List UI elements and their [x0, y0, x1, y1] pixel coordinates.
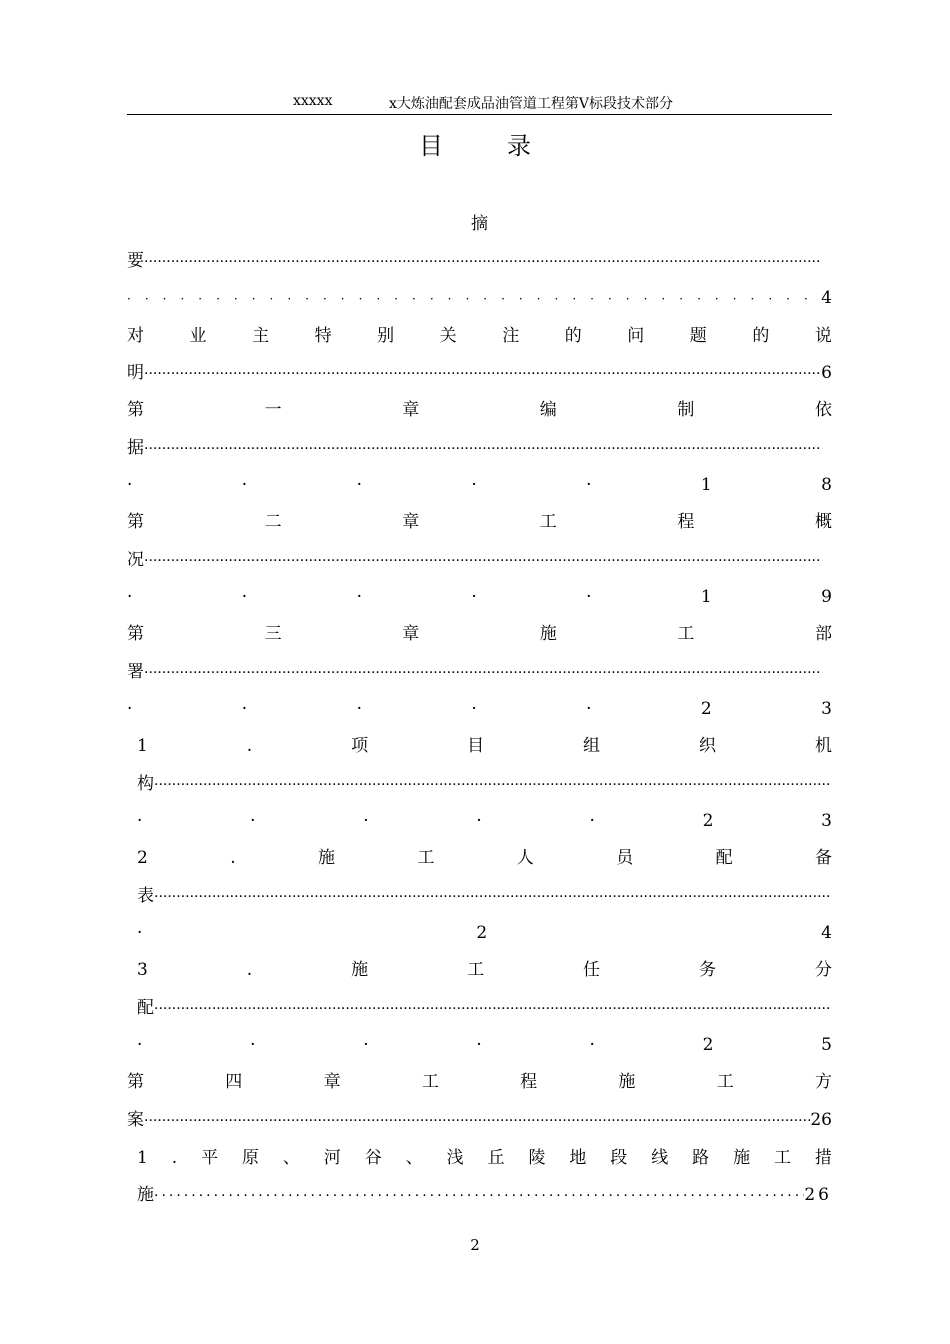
- toc-page-number: 6: [821, 363, 832, 383]
- page-number: 2: [470, 1236, 480, 1254]
- toc-s32-top[interactable]: [137, 845, 832, 871]
- toc-char: 人: [516, 848, 534, 868]
- toc-char: 施: [539, 624, 557, 644]
- toc-char: 编: [539, 400, 557, 420]
- header-left-text: xxxxx: [293, 93, 333, 109]
- leader-dot: ·: [586, 699, 592, 719]
- toc-char: 三: [264, 624, 282, 644]
- leader-dot: ·: [127, 699, 133, 719]
- toc-char: 施: [733, 1148, 751, 1168]
- toc-page-digit: 2: [476, 923, 488, 943]
- toc-page-number: 4: [821, 288, 832, 308]
- toc-page-digit: 8: [821, 475, 832, 495]
- leader-dots: [154, 1183, 804, 1209]
- toc-char: 第: [127, 512, 144, 532]
- leader-dot: ·: [363, 811, 369, 831]
- toc-char: 施: [318, 848, 336, 868]
- toc-abstract-leader[interactable]: 要 ·····: [127, 248, 832, 274]
- toc-ch1-leader[interactable]: 据 ·····: [127, 435, 832, 461]
- leader-dots: [144, 436, 832, 462]
- toc-char: 织: [699, 736, 716, 756]
- leader-dot: ·: [241, 587, 248, 607]
- toc-ch2-page-line: [127, 584, 832, 610]
- leader-dot: ·: [356, 587, 362, 607]
- toc-char: 备: [814, 848, 832, 868]
- leader-dot: ·: [586, 475, 592, 495]
- page-header: [127, 90, 832, 115]
- leader-dot: ·: [589, 1035, 595, 1055]
- leader-dots: [144, 249, 832, 275]
- leader-dot: ·: [589, 811, 595, 831]
- toc-char: 第: [127, 1072, 144, 1092]
- toc-page-digit: 5: [821, 1035, 832, 1055]
- toc-char: 题: [689, 326, 707, 346]
- toc-char: 章: [323, 1072, 341, 1092]
- toc-s31-leader[interactable]: 构 ·····: [137, 771, 832, 797]
- toc-char: 程: [520, 1072, 538, 1092]
- toc-ch2-top[interactable]: [127, 509, 832, 535]
- toc-char: 机: [814, 736, 832, 756]
- toc-char: 任: [583, 960, 601, 980]
- toc-char: 路: [692, 1148, 710, 1168]
- header-title-text: x大炼油配套成品油管道工程第Ⅴ标段技术部分: [389, 96, 674, 112]
- leader-dot: ·: [586, 587, 592, 607]
- toc-char: 浅: [446, 1148, 464, 1168]
- toc-char: 程: [677, 512, 695, 532]
- toc-char: 平: [201, 1148, 219, 1168]
- toc-char: 分: [814, 960, 832, 980]
- toc-char: .: [246, 960, 253, 980]
- toc-ch1-page-line: [127, 472, 832, 498]
- toc-char: 第: [127, 624, 144, 644]
- toc-char: 业: [189, 326, 207, 346]
- toc-char: 原: [242, 1148, 259, 1168]
- toc-char: 工: [539, 512, 557, 532]
- toc-s33-leader[interactable]: 配 ·····: [137, 995, 832, 1021]
- toc-ch4-leader[interactable]: 案 ····· 26: [127, 1107, 832, 1133]
- leader-dot: ·: [356, 699, 362, 719]
- toc-char: 制: [677, 400, 695, 420]
- leader-dot: ·: [137, 923, 143, 943]
- toc-char: 工: [467, 960, 485, 980]
- leader-dot: ·: [241, 699, 248, 719]
- toc-s33-top[interactable]: [137, 957, 832, 983]
- toc-abstract-top[interactable]: 摘: [471, 214, 488, 234]
- toc-char: 配: [715, 848, 733, 868]
- toc-char: 工: [421, 1072, 439, 1092]
- toc-char: 务: [699, 960, 716, 980]
- toc-owner-top[interactable]: [127, 323, 832, 349]
- leader-dot: ·: [471, 587, 477, 607]
- toc-ch4-top[interactable]: [127, 1069, 832, 1095]
- leader-dots: [144, 660, 832, 686]
- toc-char: 方: [814, 1072, 832, 1092]
- toc-char: 员: [616, 848, 634, 868]
- leader-dot: ·: [356, 475, 362, 495]
- leader-dot: ·: [471, 699, 477, 719]
- leader-dots: [154, 772, 832, 798]
- leader-dot: ·: [476, 1035, 482, 1055]
- toc-char: 河: [323, 1148, 341, 1168]
- toc-char: .: [246, 736, 253, 756]
- toc-page-digit: 1: [700, 587, 712, 607]
- toc-char: 特: [314, 326, 332, 346]
- toc-char: 目: [467, 736, 485, 756]
- toc-ch2-leader[interactable]: 况 ·····: [127, 547, 832, 573]
- toc-char: 3: [137, 960, 148, 980]
- toc-page-digit: 2: [702, 1035, 714, 1055]
- toc-char: 工: [716, 1072, 734, 1092]
- toc-char: 关: [439, 326, 457, 346]
- toc-char: 部: [814, 624, 832, 644]
- toc-page-digit: 4: [821, 923, 832, 943]
- toc-char: 1: [137, 736, 148, 756]
- toc-s32-leader[interactable]: 表 ·····: [137, 883, 832, 909]
- leader-dot: ·: [476, 811, 482, 831]
- toc-page-digit: 9: [821, 587, 832, 607]
- toc-char: 工: [773, 1148, 791, 1168]
- toc-page-number: 26: [804, 1185, 832, 1205]
- toc-char: 丘: [487, 1148, 505, 1168]
- toc-char: 1: [137, 1148, 148, 1168]
- toc-ch3-top[interactable]: [127, 621, 832, 647]
- toc-s41-top[interactable]: [137, 1145, 832, 1171]
- leader-dot: ·: [127, 587, 133, 607]
- toc-char: .: [230, 848, 236, 868]
- leader-dot: ·: [250, 1035, 256, 1055]
- toc-char: 章: [402, 400, 420, 420]
- toc-char: 章: [402, 624, 420, 644]
- toc-page-digit: 3: [821, 811, 832, 831]
- leader-dot: ·: [250, 811, 256, 831]
- toc-char: .: [171, 1148, 178, 1168]
- leader-dot: ·: [137, 1035, 143, 1055]
- toc-char: 依: [814, 400, 832, 420]
- toc-char: 、: [405, 1148, 423, 1168]
- toc-char: 的: [752, 326, 770, 346]
- leader-dot: ·: [363, 1035, 369, 1055]
- toc-ch1-top[interactable]: [127, 397, 832, 423]
- toc-char: 措: [814, 1148, 832, 1168]
- toc-char: 章: [402, 512, 420, 532]
- toc-char: 工: [677, 624, 695, 644]
- toc-owner-leader[interactable]: 明 ····· 6: [127, 360, 832, 386]
- toc-ch3-leader[interactable]: 署 ·····: [127, 659, 832, 685]
- toc-s33-page-line: [137, 1032, 832, 1058]
- toc-page-number: 26: [810, 1110, 832, 1130]
- toc-char: 问: [627, 326, 645, 346]
- toc-page-digit: 1: [700, 475, 712, 495]
- leader-dots: [154, 884, 832, 910]
- leader-dot: ·: [137, 811, 143, 831]
- toc-page-digit: 3: [821, 699, 832, 719]
- toc-char: 地: [569, 1148, 587, 1168]
- toc-char: 别: [377, 326, 395, 346]
- toc-char: 项: [351, 736, 369, 756]
- toc-ch3-page-line: [127, 696, 832, 722]
- toc-char: 2: [137, 848, 148, 868]
- toc-char: 施: [351, 960, 369, 980]
- toc-s31-top[interactable]: [137, 733, 832, 759]
- toc-s31-page-line: [137, 808, 832, 834]
- toc-char: 陵: [528, 1148, 546, 1168]
- toc-s41-leader[interactable]: 施 ····· 26: [137, 1182, 832, 1208]
- toc-char: 线: [651, 1148, 669, 1168]
- toc-page-digit: 2: [702, 811, 714, 831]
- toc-char: 一: [264, 400, 282, 420]
- leader-dot: ·: [471, 475, 477, 495]
- page-title: 目录: [419, 132, 595, 160]
- leader-dots: [144, 361, 821, 387]
- toc-char: 第: [127, 400, 144, 420]
- leader-dots: [154, 996, 832, 1022]
- toc-char: 注: [502, 326, 520, 346]
- toc-char: 工: [417, 848, 435, 868]
- toc-page-digit: 2: [700, 699, 712, 719]
- toc-char: 谷: [364, 1148, 382, 1168]
- toc-char: 四: [225, 1072, 243, 1092]
- toc-char: 二: [264, 512, 282, 532]
- toc-char: 的: [564, 326, 582, 346]
- leader-dot: ·: [241, 475, 248, 495]
- toc-char: 主: [252, 326, 270, 346]
- toc-char: 说: [814, 326, 832, 346]
- toc-char: 段: [610, 1148, 628, 1168]
- leader-dots: [144, 1108, 810, 1134]
- leader-dots: [144, 548, 832, 574]
- toc-char: 组: [583, 736, 601, 756]
- toc-char: 对: [127, 326, 144, 346]
- toc-s32-page-line: [137, 920, 832, 946]
- leader-dot: ·: [127, 475, 133, 495]
- toc-char: 、: [282, 1148, 300, 1168]
- toc-abstract-page-line: [127, 285, 832, 311]
- toc-char: 概: [814, 512, 832, 532]
- toc-char: 施: [618, 1072, 636, 1092]
